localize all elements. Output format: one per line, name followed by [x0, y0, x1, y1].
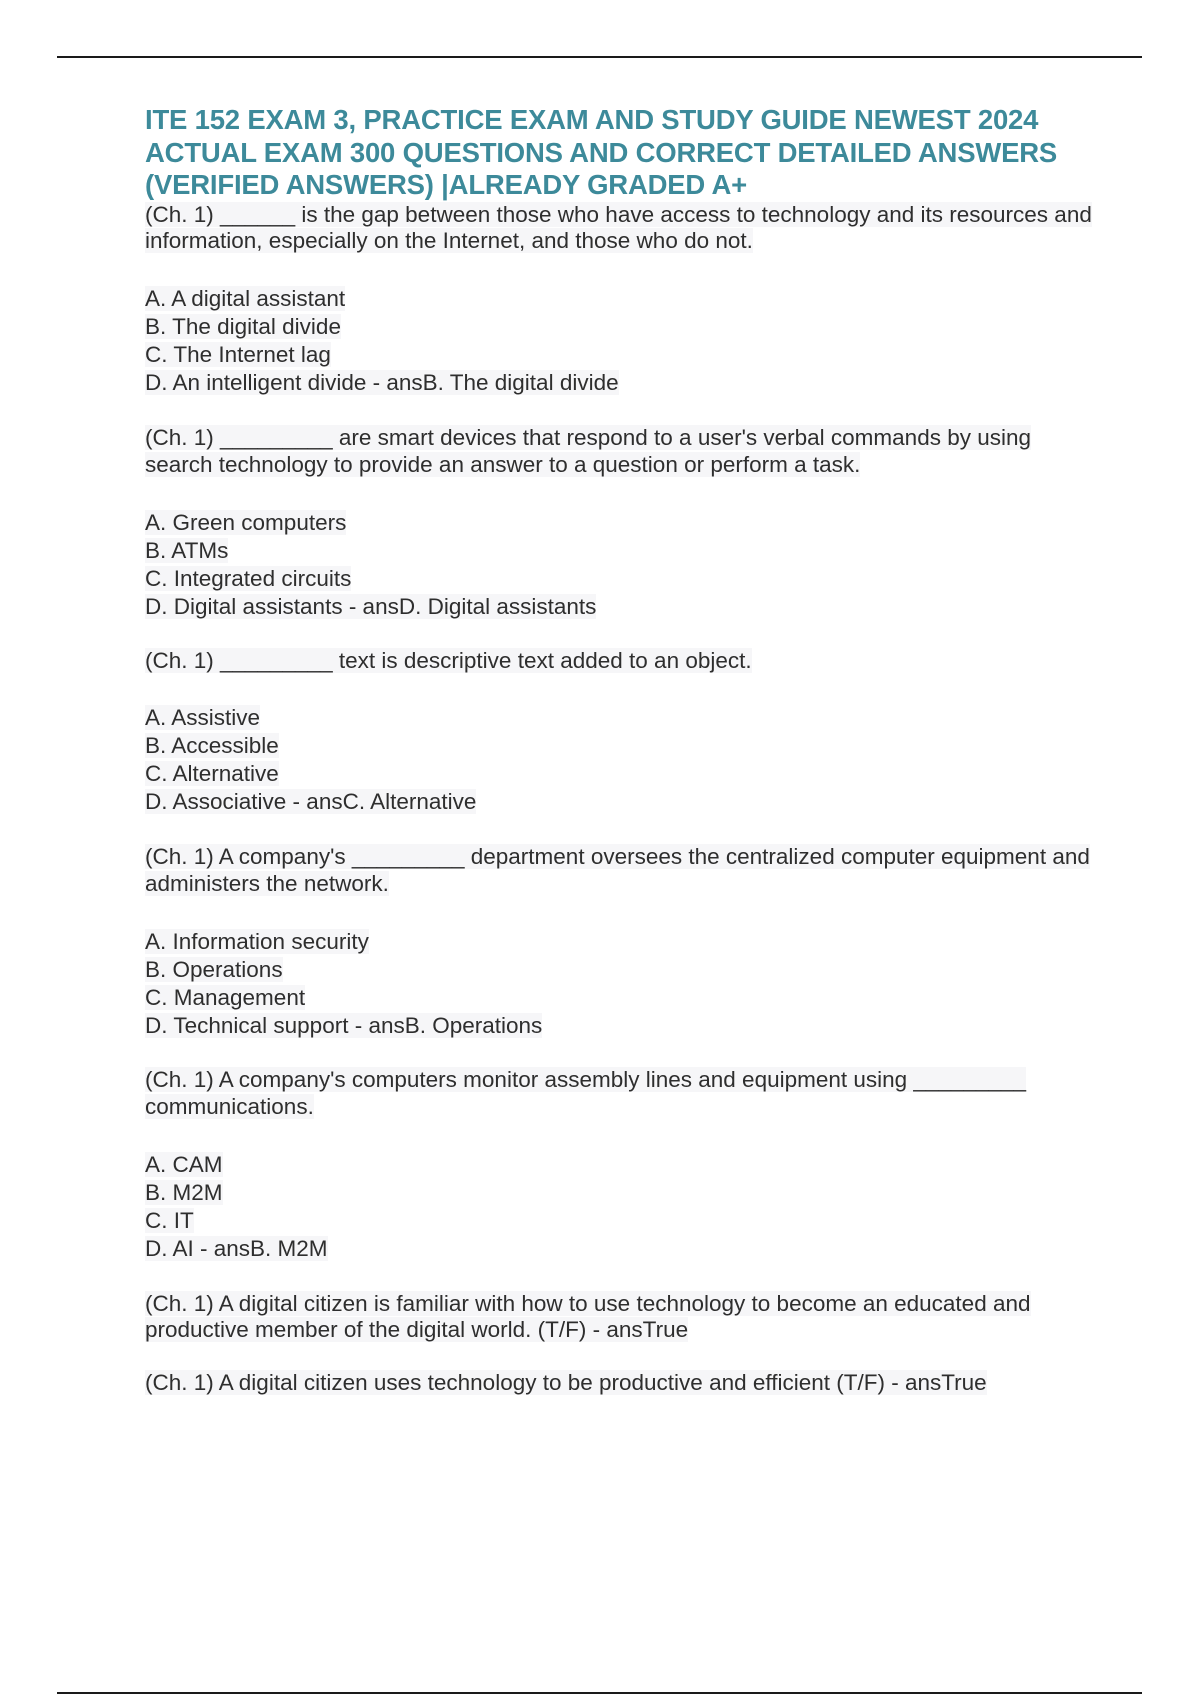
answer-option: B. M2M: [145, 1179, 223, 1205]
answer-option: B. Accessible: [145, 733, 279, 759]
bottom-divider: [57, 1692, 1142, 1694]
answer-options: [145, 509, 1095, 621]
answer-option: B. ATMs: [145, 537, 229, 563]
answer-option: B. The digital divide: [145, 314, 341, 340]
answer-option: A. CAM: [145, 1151, 223, 1177]
document-title: ITE 152 EXAM 3, PRACTICE EXAM AND STUDY GUIDE NEWEST 2024 ACTUAL EXAM 300 QUESTIONS AND CORRECT DETAILED ANSWERS (VERIFIED ANSWERS) |ALREADY GRADED A+: [145, 104, 1058, 200]
answer-option: C. The Internet lag: [145, 342, 331, 368]
answer-option: C. IT: [145, 1207, 194, 1233]
answer-option-with-answer: D. Associative - ansC. Alternative: [145, 789, 477, 815]
answer-option-with-answer: D. An intelligent divide - ansB. The digital divide: [145, 370, 619, 396]
question-block: [145, 648, 1095, 817]
question-block: [145, 425, 1095, 621]
answer-option: A. Green computers: [145, 509, 347, 535]
answer-option: C. Management: [145, 985, 306, 1011]
answer-option: C. Alternative: [145, 761, 279, 787]
answer-options: [145, 704, 1095, 816]
answer-options: [145, 928, 1095, 1040]
answer-option: A. Information security: [145, 929, 369, 955]
question-stem-with-answer: (Ch. 1) A digital citizen uses technology to be productive and efficient (T/F) - ansTrue: [145, 1370, 987, 1396]
question-stem-with-answer: (Ch. 1) A digital citizen is familiar with how to use technology to become an educated and productive member of the digital world. (T/F) - ansTrue: [145, 1290, 1031, 1343]
answer-options: [145, 1151, 1095, 1263]
question-stem: (Ch. 1) _________ text is descriptive text added to an object.: [145, 647, 752, 673]
answer-option: A. A digital assistant: [145, 286, 346, 312]
answer-option-with-answer: D. Technical support - ansB. Operations: [145, 1013, 543, 1039]
answer-options: [145, 285, 1095, 397]
question-block: [145, 202, 1095, 398]
answer-option-with-answer: D. AI - ansB. M2M: [145, 1235, 328, 1261]
question-stem: (Ch. 1) A company's computers monitor assembly lines and equipment using _________ communications.: [145, 1067, 1027, 1119]
answer-option-with-answer: D. Digital assistants - ansD. Digital assistants: [145, 593, 597, 619]
question-block: [145, 1067, 1095, 1263]
answer-option: B. Operations: [145, 957, 283, 983]
question-block: [145, 844, 1095, 1040]
document-body: [145, 202, 1095, 1398]
document-page: [145, 104, 1095, 1397]
question-stem: (Ch. 1) _________ are smart devices that respond to a user's verbal commands by using search technology to provide an answer to a question or perform a task.: [145, 425, 1032, 477]
question-stem: (Ch. 1) ______ is the gap between those who have access to technology and its resources and information, especially on the Internet, and those who do not.: [145, 201, 1092, 254]
top-divider: [57, 56, 1142, 58]
question-stem: (Ch. 1) A company's _________ department oversees the centralized computer equipment and administers the network.: [145, 844, 1090, 897]
answer-option: C. Integrated circuits: [145, 565, 352, 591]
question-block: [145, 1291, 1095, 1345]
answer-option: A. Assistive: [145, 705, 261, 731]
question-block: [145, 1370, 1095, 1397]
